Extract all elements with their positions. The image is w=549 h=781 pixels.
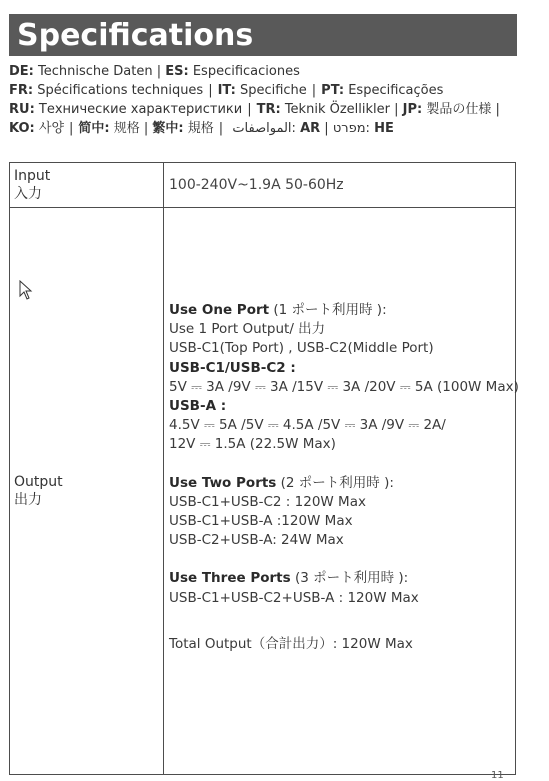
three-ports-heading-note: (3 ポート利用時 ): <box>290 570 409 587</box>
one-port-ports: USB-C1(Top Port) , USB-C2(Middle Port) <box>169 340 434 357</box>
usb-c-values: 5V ⎓ 3A /9V ⎓ 3A /15V ⎓ 3A /20V ⎓ 5A (100W Max) <box>169 378 519 395</box>
lang-code: JP: <box>402 102 423 117</box>
two-ports-line-3: USB-C2+USB-A: 24W Max <box>169 532 344 549</box>
title-bar <box>9 14 517 56</box>
input-value: 100-240V~1.9A 50-60Hz <box>164 163 516 208</box>
lang-code: AR <box>300 121 321 136</box>
one-port-heading-note: (1 ポート利用時 ): <box>269 302 387 318</box>
input-label-cell <box>10 163 164 208</box>
usb-a-heading: USB-A : <box>169 398 227 415</box>
lang-code: PT: <box>321 83 345 98</box>
page-number: 11 <box>491 770 504 781</box>
language-line-4: KO: 사양 | 简中: 规格 | 繁中: 規格 | المواصفات: AR | מפרט: HE <box>9 121 394 136</box>
lang-code: DE: <box>9 64 34 79</box>
spec-table <box>9 162 519 775</box>
mouse-pointer-icon <box>19 280 33 300</box>
two-ports-line-2: USB-C1+USB-A :120W Max <box>169 513 353 530</box>
usb-a-values-1: 4.5V ⎓ 5A /5V ⎓ 4.5A /5V ⎓ 3A /9V ⎓ 2A/ <box>169 417 446 434</box>
table-row <box>10 163 516 208</box>
lang-code: KO: <box>9 121 35 136</box>
language-list <box>9 62 529 138</box>
lang-name: 製品の仕様 <box>426 102 492 117</box>
lang-code: RU: <box>9 102 35 117</box>
lang-code: IT: <box>217 83 236 98</box>
lang-code: FR: <box>9 83 34 98</box>
output-label-jp: 出力 <box>14 492 42 508</box>
input-label-jp: 入力 <box>14 186 42 202</box>
two-ports-line-1: USB-C1+USB-C2 : 120W Max <box>169 493 366 510</box>
table-row <box>10 208 516 775</box>
page-title: Specifications <box>17 18 254 53</box>
lang-code: 简中: <box>78 121 110 136</box>
usb-c-heading: USB-C1/USB-C2 : <box>169 359 296 376</box>
lang-name: מפרט: <box>332 121 370 136</box>
lang-name: المواصفات: <box>232 121 296 136</box>
three-ports-line-1: USB-C1+USB-C2+USB-A : 120W Max <box>169 589 419 606</box>
lang-code: TR: <box>256 102 281 117</box>
lang-name: Технические характеристики <box>38 102 243 117</box>
output-value-cell <box>164 208 519 775</box>
lang-name: 規格 <box>187 121 214 136</box>
language-line-1: DE: Technische Daten | ES: Especificaciones <box>9 64 300 79</box>
lang-name: Spécifications techniques <box>37 83 204 98</box>
lang-name: Technische Daten <box>38 64 153 79</box>
language-line-3: RU: Технические характеристики | TR: Teknik Özellikler | JP: 製品の仕様 | <box>9 102 500 117</box>
language-line-2: FR: Spécifications techniques | IT: Specifiche | PT: Especificações <box>9 83 444 98</box>
lang-code: ES: <box>165 64 189 79</box>
lang-name: 사양 <box>38 121 65 136</box>
total-output: Total Output（合計出力）: 120W Max <box>169 635 413 652</box>
lang-name: 规格 <box>113 121 140 136</box>
one-port-line: Use 1 Port Output/ 出力 <box>169 321 326 338</box>
lang-name: Especificações <box>348 83 444 98</box>
one-port-heading: Use One Port <box>169 302 270 318</box>
lang-name: Specifiche <box>239 83 307 98</box>
two-ports-heading-note: (2 ポート利用時 ): <box>276 474 394 491</box>
lang-code: HE <box>374 121 394 136</box>
lang-code: 繁中: <box>152 121 184 136</box>
input-label-en: Input <box>14 168 51 184</box>
two-ports-heading: Use Two Ports <box>169 474 277 491</box>
three-ports-heading: Use Three Ports <box>169 570 291 587</box>
lang-name: Teknik Özellikler <box>284 102 390 117</box>
usb-a-values-2: 12V ⎓ 1.5A (22.5W Max) <box>169 436 336 453</box>
output-label-en: Output <box>14 474 63 490</box>
lang-name: Especificaciones <box>192 64 300 79</box>
